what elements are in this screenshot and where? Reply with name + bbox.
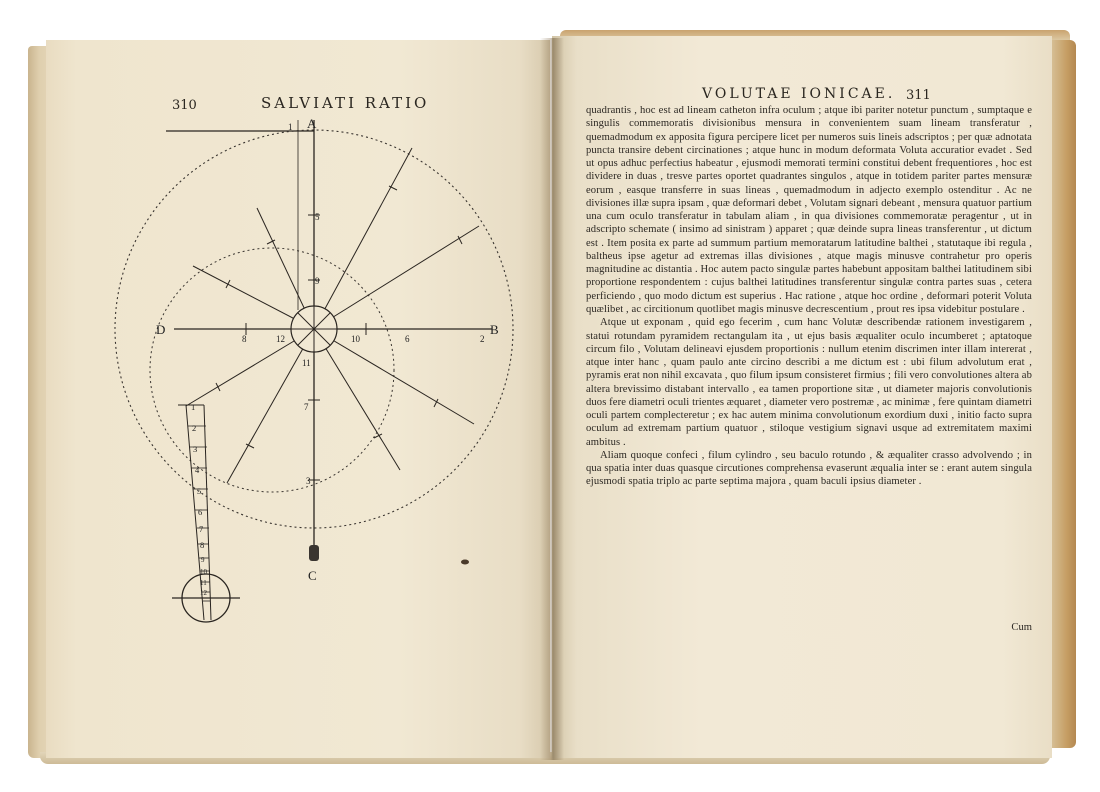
scale-number: 7 [199,524,204,534]
scale-number: 3 [193,444,198,454]
scale-number: 8 [200,540,205,550]
scale-number: 6 [198,507,203,517]
ink-spot [461,560,469,565]
right-folio: 311 [906,88,931,103]
body-text [586,104,1032,489]
paragraph: quadrantis , hoc est ad lineam catheton infra oculum ; atque ibi pariter notetur punctum , sumptaque e singulis commemoratis divisionibus mensura in convenientem suam lineam transferatur , quemadmodum ex apposita figura percipere licet per numeros suis lineis adscriptos ; per quæ adnotata puncta transire debent circinationes ; atque hunc in modum deformata Voluta accuratior evadet . Sed ut opus adhuc perfectius habeatur , ejusmodi memorati termini constitui debent frequentiores , hoc est dividere in duas , tresve partes oportet quadrantes singulos , atque in totidem pariter partes mensuræ eorum , easque transferre in suas lineas , quemadmodum in adjecto exemplo ostenditur . Ac ne divisiones illæ supra ipsam , quæ deformari debet , Volutam signari debeant , mensura quatuor partium una cum oculo transferatur in tabulam aliam , in qua divisiones commemoratæ peragentur , ut in adscripto schemate ( insimo ad sinistram ) apparet ; quæ deinde supra lineas transferentur , ut dictum est . Item posita ex parte ad summum partium memoratarum latitudine balthei , statutaque ibi regula , baltheus ipse agetur ad extremas illas divisiones , atque magis minusve contrahetur pro operis magnitudine ac distantia . Hoc autem pacto singulæ partes habebunt appositam balthei latitudinem sibi proportione respondentem : cujus balthei latitudines transferentur singulæ contra partes suas , cetera perficiendo , quo modo dictum est superius . Hac ratione , atque hoc ordine , deformari poterit Voluta quælibet , ac circitionum quotlibet magis minusve decrescentium , prout res ipsa videbitur postulare . [586,105,1032,315]
left-running-head: SALVIATI RATIO [261,94,430,112]
scale-number: 5 [197,486,202,496]
axis-number: 8 [242,334,247,344]
label-a: A [307,116,317,131]
scale-number: 1 [191,402,196,412]
inner-dotted-circle [150,248,394,492]
right-page [552,36,1052,758]
right-running-head: VOLUTAE IONICAE. [702,86,896,102]
scale-number: 9 [201,556,205,564]
left-page [46,40,550,758]
scale-number: 4 [195,465,200,475]
label-c: C [308,568,317,583]
scale-ruler [178,405,211,620]
axis-number: 3 [306,476,311,486]
axis-number: 6 [405,334,410,344]
plumb-bob [309,545,319,561]
axis-number: 5 [315,212,320,222]
scale-number: 11 [200,579,207,587]
axis-number: 9 [315,276,320,286]
axis-number: 10 [351,334,360,344]
scale-number: 10 [200,568,207,576]
axis-number: 12 [276,334,285,344]
axis-number: 2 [480,334,485,344]
left-folio: 310 [172,98,197,113]
scale-number: 2 [192,423,197,433]
label-d: D [156,322,166,337]
gutter-shadow [540,38,564,760]
label-b: B [490,322,499,337]
axis-number: 7 [304,402,309,412]
volute-construction-figure [46,40,550,758]
paragraph: Atque ut exponam , quid ego fecerim , cum hanc Volutæ describendæ rationem investigarem , statui rotundam pyramidem rectangulam ita , ut ejus basis æqualiter oculo incumberet ; aptatoque circum filo , Volutam delineavi ejusdem proportionis : nullum etenim discrimen inter illam intererat , atque inter hanc , quam paulo ante circino describi a me dictum est : ubi filum advolutum erat , pyramis erat non nihil excavata , quo filum ipsum consisteret firmius ; fili vero convolutiones altera ab altera brevissimo distabant intervallo , ea tamen proportione sitæ , ut diameter majoris convolutionis duos fere diametri oculi trientes æquaret , diameter vero postremæ , ac minimæ , fere quintam diametri oculi partem complecteretur ; ex hac autem minima convolutionum exordium duxi , initio facto supra oculum ad extremam partium quatuor , stiloque vestigium signavi usque ad extremitatem maximi ambitus . [586,317,1032,448]
scale-number: 12 [200,589,207,597]
catchword: Cum [1011,622,1032,633]
axis-number: 11 [302,358,311,368]
paragraph: Aliam quoque confeci , filum cylindro , seu baculo rotundo , & æqualiter crasso advolvendo ; in qua spatia inter duas quasque circutiones comprehensa evaserunt æqualia inter se : erant autem singula ejusmodi spatia triplo ac parte septima majora , quam baculi ipsius diameter . [586,449,1032,488]
axis-number: 1 [288,122,293,132]
